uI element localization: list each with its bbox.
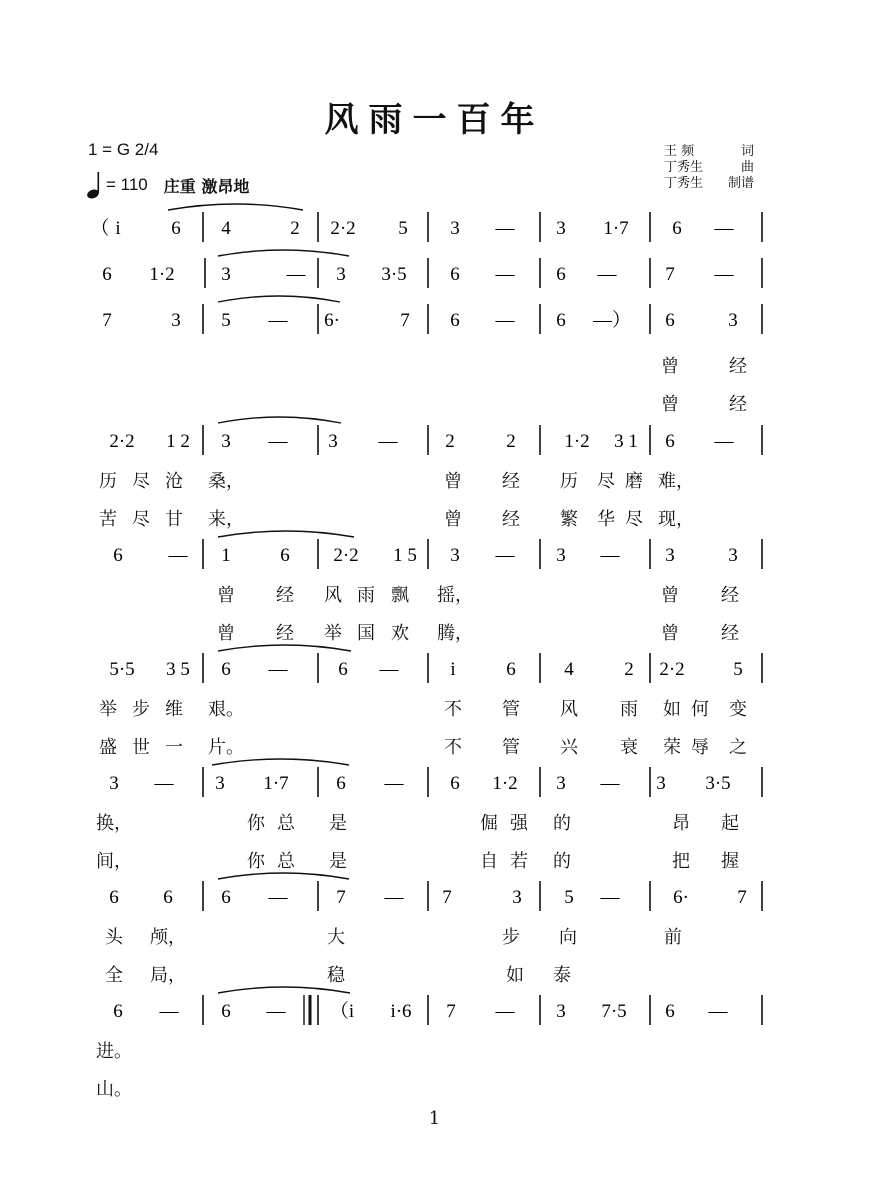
lyric-verse2: 华 xyxy=(597,509,615,530)
note: — xyxy=(268,310,288,331)
lyric-verse1: 进。 xyxy=(96,1041,132,1062)
lyric-verse2: 盛 xyxy=(99,737,117,758)
note: 6 xyxy=(556,264,566,285)
lyric-verse2: 如 xyxy=(506,965,524,986)
note: 3·5 xyxy=(381,264,407,285)
lyric-verse2: 握 xyxy=(721,851,739,872)
lyric-verse2: 你 xyxy=(247,851,265,872)
lyric-verse1: 历 xyxy=(99,471,117,492)
lyric-verse1: 总 xyxy=(277,813,295,834)
slur-arc xyxy=(168,204,303,210)
note: 1 5 xyxy=(393,545,417,566)
note: 3 xyxy=(215,773,225,794)
lyric-verse2: 是 xyxy=(329,851,347,872)
note: i·6 xyxy=(390,1001,412,1022)
lyric-verse2: 尽 xyxy=(132,509,150,530)
lyric-verse2: 一 xyxy=(165,737,183,758)
lyric-verse1: 你 xyxy=(247,813,265,834)
lyric-verse2: 间， xyxy=(96,851,132,872)
note: 3 xyxy=(556,218,566,239)
lyric-verse1: 雨 xyxy=(357,585,375,606)
lyric-verse2: 稳 xyxy=(327,965,345,986)
lyric-verse2: 苦 xyxy=(99,509,117,530)
lyric-verse1: 步 xyxy=(502,927,520,948)
lyric-verse2: 兴 xyxy=(560,737,578,758)
note: 7 xyxy=(446,1001,456,1022)
lyric-verse1: 向 xyxy=(559,927,577,948)
note: 6 xyxy=(336,773,346,794)
note: 2 xyxy=(506,431,516,452)
slur-arc xyxy=(218,296,340,302)
lyric-verse2: 现， xyxy=(658,509,694,530)
note: 6 xyxy=(221,887,231,908)
lyric-verse2: 尽 xyxy=(625,509,643,530)
note: — xyxy=(379,659,399,680)
note: — xyxy=(600,887,620,908)
note: 5 xyxy=(733,659,743,680)
slur-arc xyxy=(218,987,350,993)
expression-mark: 庄重 激昂地 xyxy=(163,176,250,196)
lyric-verse2: 曾 xyxy=(217,623,235,644)
note: 7 xyxy=(102,310,112,331)
lyric-verse2: 全 xyxy=(105,965,123,986)
note: 6 xyxy=(113,1001,123,1022)
note: 6 xyxy=(450,773,460,794)
note: 3 xyxy=(556,1001,566,1022)
lyric-verse2: 曾 xyxy=(661,623,679,644)
lyric-verse1: 曾 xyxy=(661,585,679,606)
note: 2·2 xyxy=(659,659,685,680)
note: 5 xyxy=(221,310,231,331)
lyric-verse1: 变 xyxy=(729,699,747,720)
note: 7 xyxy=(442,887,452,908)
lyric-verse2: 荣 xyxy=(663,737,681,758)
lyric-verse2: 山。 xyxy=(96,1079,132,1100)
note: i xyxy=(115,218,121,239)
note: 3 1 xyxy=(614,431,638,452)
note: 7 xyxy=(665,264,675,285)
lyric-verse2: 把 xyxy=(672,851,690,872)
lyric-verse1: 大 xyxy=(327,927,345,948)
note: 6 xyxy=(171,218,181,239)
note: — xyxy=(495,218,515,239)
lyric-verse2: 管 xyxy=(502,737,520,758)
note: — xyxy=(495,310,515,331)
lyric-verse1: 经 xyxy=(729,356,747,377)
lyric-verse1: 前 xyxy=(664,927,682,948)
lyric-verse1: 如 xyxy=(663,699,681,720)
note: 6 xyxy=(506,659,516,680)
lyric-verse1: 起 xyxy=(721,813,739,834)
note: 2 xyxy=(445,431,455,452)
note: — xyxy=(268,431,288,452)
note: 6 xyxy=(665,310,675,331)
note: 1·2 xyxy=(149,264,175,285)
note: — xyxy=(495,1001,515,1022)
credit-music: 丁秀生 曲 xyxy=(664,160,754,175)
lyric-verse1: 磨 xyxy=(625,471,643,492)
note: i xyxy=(450,659,456,680)
note: — xyxy=(384,773,404,794)
note: —） xyxy=(592,310,632,331)
note: 2·2 xyxy=(330,218,356,239)
lyric-verse2: 总 xyxy=(277,851,295,872)
note: — xyxy=(384,887,404,908)
lyric-verse2: 片。 xyxy=(208,737,244,758)
note: 7·5 xyxy=(601,1001,627,1022)
lyric-verse1: 艰。 xyxy=(208,699,244,720)
slur-arc xyxy=(218,645,351,651)
note: 6 xyxy=(338,659,348,680)
lyric-verse2: 经 xyxy=(721,623,739,644)
note: 3 xyxy=(450,545,460,566)
note: 3 5 xyxy=(166,659,190,680)
note: 3·5 xyxy=(705,773,731,794)
note: — xyxy=(378,431,398,452)
note: 1 xyxy=(221,545,231,566)
note: 3 xyxy=(512,887,522,908)
note: 5·5 xyxy=(109,659,135,680)
note: 3 xyxy=(728,545,738,566)
lyric-verse2: 经 xyxy=(729,394,747,415)
note: 6 xyxy=(221,1001,231,1022)
note: 1·7 xyxy=(603,218,629,239)
credit-lyrics: 王 频 词 xyxy=(664,144,754,159)
lyric-verse1: 飘 xyxy=(391,585,409,606)
lyric-verse2: 辱 xyxy=(691,737,709,758)
note: 6 xyxy=(221,659,231,680)
tempo-value: = 110 xyxy=(106,175,148,194)
key-signature: 1 = G 2/4 xyxy=(88,140,159,159)
lyric-verse1: 倔 xyxy=(480,813,498,834)
lyric-verse1: 昂 xyxy=(672,813,690,834)
lyric-verse1: 举 xyxy=(99,699,117,720)
note: 6 xyxy=(665,431,675,452)
note: 7 xyxy=(400,310,410,331)
lyric-verse1: 经 xyxy=(276,585,294,606)
note: 1·7 xyxy=(263,773,289,794)
note: — xyxy=(714,264,734,285)
note: — xyxy=(495,545,515,566)
note: 1 2 xyxy=(166,431,190,452)
note: 6· xyxy=(324,310,340,331)
slur-arc xyxy=(218,250,349,256)
lyric-verse1: 经 xyxy=(502,471,520,492)
lyric-verse2: 自 xyxy=(480,851,498,872)
lyric-verse2: 泰 xyxy=(553,965,571,986)
note: 6 xyxy=(109,887,119,908)
lyric-verse2: 不 xyxy=(444,737,462,758)
note: 2 xyxy=(290,218,300,239)
lyric-verse2: 局， xyxy=(150,965,186,986)
note: 6 xyxy=(556,310,566,331)
note: 3 xyxy=(328,431,338,452)
lyric-verse1: 风 xyxy=(324,585,342,606)
lyric-verse2: 的 xyxy=(553,851,571,872)
note: — xyxy=(714,431,734,452)
note: — xyxy=(597,264,617,285)
lyric-verse1: 不 xyxy=(444,699,462,720)
note: （i xyxy=(329,1001,355,1022)
note: — xyxy=(708,1001,728,1022)
slur-arc xyxy=(218,873,349,879)
lyric-verse2: 之 xyxy=(729,737,747,758)
lyric-verse1: 曾 xyxy=(661,356,679,377)
slur-arc xyxy=(218,531,354,537)
lyric-verse1: 是 xyxy=(329,813,347,834)
note: 3 xyxy=(336,264,346,285)
lyric-verse2: 来， xyxy=(208,509,244,530)
lyric-verse1: 桑， xyxy=(208,471,244,492)
page-number: 1 xyxy=(428,1108,441,1129)
note: 3 xyxy=(450,218,460,239)
song-title: 风雨一百年 xyxy=(324,100,545,140)
lyric-verse1: 曾 xyxy=(444,471,462,492)
lyric-verse2: 世 xyxy=(132,737,150,758)
lyric-verse1: 强 xyxy=(510,813,528,834)
lyric-verse1: 难， xyxy=(658,471,694,492)
note: — xyxy=(154,773,174,794)
lyric-verse1: 沧 xyxy=(165,471,183,492)
note: 6· xyxy=(673,887,689,908)
lyric-verse1: 摇， xyxy=(437,585,473,606)
lyric-verse2: 举 xyxy=(324,623,342,644)
lyric-verse1: 风 xyxy=(560,699,578,720)
lyric-verse2: 若 xyxy=(510,851,528,872)
note: 3 xyxy=(556,545,566,566)
lyric-verse2: 繁 xyxy=(560,509,578,530)
note: — xyxy=(168,545,188,566)
note: 1·2 xyxy=(564,431,590,452)
note: — xyxy=(495,264,515,285)
note: — xyxy=(286,264,306,285)
slur-arc xyxy=(218,417,341,423)
note: 3 xyxy=(656,773,666,794)
note: 1·2 xyxy=(492,773,518,794)
note: 7 xyxy=(336,887,346,908)
note: 4 xyxy=(221,218,231,239)
lyric-verse2: 经 xyxy=(276,623,294,644)
note: 5 xyxy=(398,218,408,239)
lyric-verse1: 头 xyxy=(105,927,123,948)
lyric-verse2: 腾， xyxy=(437,623,473,644)
note: 3 xyxy=(221,431,231,452)
lyric-verse2: 经 xyxy=(502,509,520,530)
lyric-verse2: 国 xyxy=(357,623,375,644)
lyric-verse1: 何 xyxy=(691,699,709,720)
lyric-verse1: 历 xyxy=(560,471,578,492)
note: （ xyxy=(90,218,110,239)
note: — xyxy=(159,1001,179,1022)
note: 6 xyxy=(672,218,682,239)
lyric-verse1: 尽 xyxy=(597,471,615,492)
note: 3 xyxy=(728,310,738,331)
lyric-verse2: 欢 xyxy=(391,623,409,644)
note: — xyxy=(266,1001,286,1022)
note: 2·2 xyxy=(109,431,135,452)
note: 5 xyxy=(564,887,574,908)
note: 7 xyxy=(737,887,747,908)
lyric-verse1: 曾 xyxy=(217,585,235,606)
lyric-verse1: 经 xyxy=(721,585,739,606)
lyric-verse2: 曾 xyxy=(661,394,679,415)
note: 3 xyxy=(556,773,566,794)
note: 6 xyxy=(450,264,460,285)
lyric-verse1: 维 xyxy=(165,699,183,720)
lyric-verse1: 换， xyxy=(96,813,132,834)
lyric-verse1: 尽 xyxy=(132,471,150,492)
lyric-verse1: 的 xyxy=(553,813,571,834)
lyric-verse1: 颅， xyxy=(150,927,186,948)
note: 3 xyxy=(171,310,181,331)
note: — xyxy=(600,545,620,566)
lyric-verse1: 步 xyxy=(132,699,150,720)
note: — xyxy=(268,659,288,680)
note: 2·2 xyxy=(333,545,359,566)
note: 3 xyxy=(665,545,675,566)
note: 2 xyxy=(624,659,634,680)
note: 6 xyxy=(163,887,173,908)
note: — xyxy=(268,887,288,908)
note: 6 xyxy=(102,264,112,285)
note: 6 xyxy=(113,545,123,566)
lyric-verse2: 曾 xyxy=(444,509,462,530)
note: — xyxy=(714,218,734,239)
lyric-verse1: 雨 xyxy=(620,699,638,720)
credit-notation: 丁秀生 制谱 xyxy=(664,176,754,191)
note: 6 xyxy=(450,310,460,331)
note: 6 xyxy=(280,545,290,566)
note: — xyxy=(600,773,620,794)
note: 4 xyxy=(564,659,574,680)
note: 3 xyxy=(221,264,231,285)
lyric-verse2: 衰 xyxy=(620,737,638,758)
slur-arc xyxy=(212,759,349,765)
note: 3 xyxy=(109,773,119,794)
lyric-verse2: 甘 xyxy=(165,509,183,530)
note: 6 xyxy=(665,1001,675,1022)
lyric-verse1: 管 xyxy=(502,699,520,720)
